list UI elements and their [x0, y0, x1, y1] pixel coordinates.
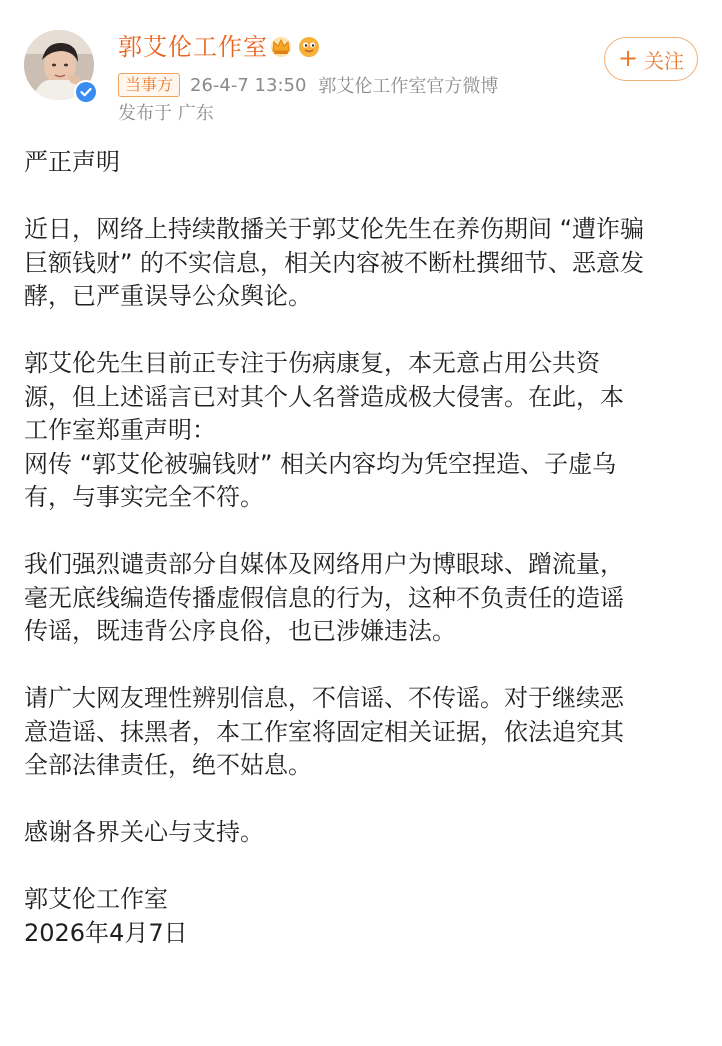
paragraph-line: 有，与事实完全不符。 [24, 483, 264, 511]
post-location: 发布于 广东 [118, 103, 214, 124]
follow-button[interactable] [604, 37, 698, 81]
signature: 郭艾伦工作室 [24, 885, 168, 913]
post-source[interactable]: 郭艾伦工作室官方微博 [318, 76, 499, 97]
paragraph-5: 感谢各界关心与支持。 [24, 818, 264, 846]
verified-check-icon [74, 80, 98, 104]
paragraph-line: 意造谣、抹黑者，本工作室将固定相关证据，依法追究其 [24, 717, 624, 746]
paragraph-line: 源，但上述谣言已对其个人名誉造成极大侵害。在此，本 [24, 382, 624, 411]
paragraph-line: 郭艾伦先生目前正专注于伤病康复，本无意占用公共资 [24, 349, 600, 377]
statement-title: 严正声明 [24, 148, 120, 176]
paragraph-line: 全部法律责任，绝不姑息。 [24, 751, 312, 779]
paragraph-1 [24, 213, 704, 314]
paragraph-line: 请广大网友理性辨别信息，不信谣、不传谣。对于继续恶 [24, 684, 624, 712]
paragraph-2 [24, 347, 704, 515]
follow-button-label: 关注 [644, 48, 685, 73]
paragraph-line: 酵，已严重误导公众舆论。 [24, 282, 312, 310]
plus-icon: + [617, 44, 639, 72]
post-body [24, 146, 704, 950]
paragraph-line: 毫无底线编造传播虚假信息的行为，这种不负责任的造谣 [24, 583, 624, 612]
paragraph-line: 我们强烈谴责部分自媒体及网络用户为博眼球、蹭流量， [24, 550, 624, 578]
signature-block [24, 883, 704, 950]
paragraph-4 [24, 682, 704, 783]
party-tag: 当事方 [118, 73, 180, 97]
signature-date: 2026年4月7日 [24, 918, 188, 947]
crown-badge-icon[interactable] [268, 34, 294, 62]
paragraph-line: 网传 “郭艾伦被骗钱财” 相关内容均为凭空捏造、子虚乌 [24, 449, 617, 478]
post-header [0, 0, 722, 140]
paragraph-line: 传谣，既违背公序良俗，也已涉嫌违法。 [24, 617, 456, 645]
paragraph-line: 近日，网络上持续散播关于郭艾伦先生在养伤期间 “遭诈骗 [24, 215, 645, 243]
paragraph-line: 工作室郑重声明： [24, 416, 216, 444]
user-name[interactable]: 郭艾伦工作室 [118, 33, 268, 61]
paragraph-line: 巨额钱财” 的不实信息，相关内容被不断杜撰细节、恶意发 [24, 248, 645, 277]
post-meta [118, 72, 498, 98]
user-badges [268, 34, 322, 62]
avatar-container[interactable] [24, 30, 94, 100]
emoji-badge-icon[interactable] [296, 34, 322, 62]
post-time: 26-4-7 13:50 [190, 74, 307, 96]
paragraph-3 [24, 548, 704, 649]
